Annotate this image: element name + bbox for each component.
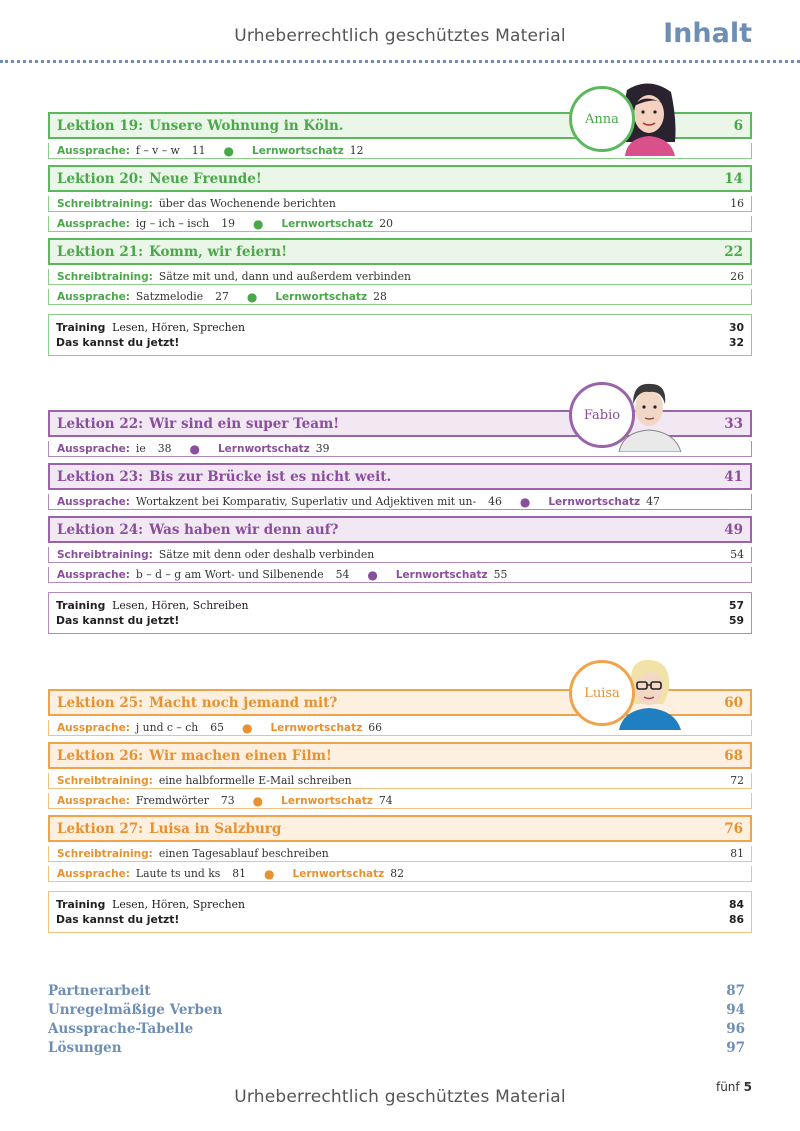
writing-row[interactable] (48, 773, 752, 789)
sub-key: Aussprache: (57, 442, 130, 455)
appendix-item[interactable] (48, 1039, 745, 1058)
training-page: 30 (728, 321, 744, 334)
watermark-bottom: Urheberrechtlich geschütztes Material (234, 1087, 566, 1107)
avatar-anna (569, 80, 689, 156)
check-label: Das kannst du jetzt! (56, 913, 180, 926)
vocab-key: Lernwortschatz (270, 721, 363, 734)
lesson-title: Unsere Wohnung in Köln. (149, 117, 344, 134)
vocab-page: 28 (373, 290, 387, 303)
character-name: Anna (569, 86, 635, 152)
sub-text: f – v – w (135, 144, 180, 157)
training-label: Training (56, 898, 106, 911)
sub-key: Aussprache: (57, 144, 130, 157)
lesson-20[interactable] (48, 165, 752, 192)
writing-row[interactable] (48, 196, 752, 212)
sub-key: Aussprache: (57, 794, 130, 807)
lesson-title: Luisa in Salzburg (149, 820, 282, 837)
appendix-item[interactable] (48, 1001, 745, 1020)
bullet-icon: ● (519, 494, 531, 509)
lesson-label: Lektion 26: (57, 747, 144, 764)
sub-text: Satzmelodie (135, 290, 204, 303)
sub-page: 65 (210, 721, 224, 734)
appendix-item[interactable] (48, 1020, 745, 1039)
sub-text: j und c – ch (135, 721, 199, 734)
sub-page: 11 (191, 144, 206, 157)
vocab-page: 39 (315, 442, 330, 455)
training-label: Training (56, 321, 106, 334)
writing-row[interactable] (48, 846, 752, 862)
training-text: Lesen, Hören, Sprechen (112, 898, 245, 911)
sub-key: Aussprache: (57, 217, 130, 230)
watermark-top: Urheberrechtlich geschütztes Material (234, 26, 566, 46)
vocab-key: Lernwortschatz (281, 217, 374, 230)
page-title: Inhalt (663, 18, 752, 49)
lesson-label: Lektion 27: (57, 820, 144, 837)
avatar-fabio (569, 376, 689, 452)
vocab-page: 66 (368, 721, 382, 734)
character-name: Fabio (569, 382, 635, 448)
pronunciation-row[interactable] (48, 494, 752, 510)
lesson-title: Wir sind ein super Team! (149, 415, 340, 432)
training-box[interactable] (48, 891, 752, 933)
check-label: Das kannst du jetzt! (56, 614, 180, 627)
appendix-item[interactable] (48, 982, 745, 1001)
lesson-label: Lektion 25: (57, 694, 144, 711)
appendix-page: 94 (726, 1002, 745, 1018)
sub-key: Aussprache: (57, 568, 130, 581)
sub-key: Aussprache: (57, 867, 130, 880)
appendix-title: Partnerarbeit (48, 983, 151, 999)
bullet-icon: ● (252, 793, 264, 808)
pronunciation-row[interactable] (48, 793, 752, 809)
bullet-icon: ● (242, 720, 253, 735)
sub-key: Schreibtraining: (57, 774, 153, 787)
lesson-label: Lektion 21: (57, 243, 144, 260)
sub-page: 81 (730, 847, 744, 860)
lesson-title: Wir machen einen Film! (149, 747, 332, 764)
lesson-page: 60 (724, 694, 743, 711)
vocab-key: Lernwortschatz (548, 495, 641, 508)
sub-page: 16 (730, 197, 744, 210)
bullet-icon: ● (246, 289, 258, 304)
character-name: Luisa (569, 660, 635, 726)
vocab-page: 12 (349, 144, 364, 157)
sub-page: 54 (730, 548, 744, 561)
lesson-page: 6 (733, 117, 743, 134)
sub-page: 19 (221, 217, 235, 230)
page-number-word: fünf (715, 1080, 740, 1094)
avatar-luisa (569, 654, 689, 730)
vocab-key: Lernwortschatz (275, 290, 368, 303)
training-box[interactable] (48, 592, 752, 634)
sub-text: Wortakzent bei Komparativ, Superlativ und Adjektiven mit un- (135, 495, 477, 508)
appendix-page: 96 (726, 1021, 745, 1037)
sub-text: Sätze mit denn oder deshalb verbinden (158, 548, 375, 561)
training-text: Lesen, Hören, Schreiben (112, 599, 249, 612)
lesson-page: 49 (724, 521, 743, 538)
vocab-key: Lernwortschatz (281, 794, 373, 807)
appendix-page: 97 (726, 1040, 745, 1056)
sub-page: 27 (215, 290, 229, 303)
lesson-label: Lektion 20: (57, 170, 144, 187)
vocab-page: 55 (493, 568, 508, 581)
vocab-page: 20 (379, 217, 393, 230)
sub-key: Aussprache: (57, 721, 130, 734)
pronunciation-row[interactable] (48, 567, 752, 583)
lesson-page: 68 (724, 747, 743, 764)
sub-page: 38 (157, 442, 172, 455)
pronunciation-row[interactable] (48, 216, 752, 232)
sub-text: b – d – g am Wort- und Silbenende (135, 568, 324, 581)
vocab-page: 47 (646, 495, 660, 508)
sub-key: Aussprache: (57, 290, 130, 303)
sub-key: Schreibtraining: (57, 197, 153, 210)
training-page: 57 (728, 599, 744, 612)
page-number-digit: 5 (743, 1080, 752, 1094)
writing-row[interactable] (48, 547, 752, 563)
lesson-page: 41 (724, 468, 743, 485)
training-page: 84 (728, 898, 744, 911)
lesson-23[interactable] (48, 463, 752, 490)
appendix-list (48, 982, 745, 1058)
lesson-label: Lektion 24: (57, 521, 144, 538)
sub-text: einen Tagesablauf beschreiben (158, 847, 329, 860)
lesson-title: Bis zur Brücke ist es nicht weit. (149, 468, 392, 485)
sub-text: ie (135, 442, 146, 455)
lesson-title: Was haben wir denn auf? (149, 521, 339, 538)
lesson-21[interactable] (48, 238, 752, 265)
lesson-title: Komm, wir feiern! (149, 243, 288, 260)
lesson-page: 22 (724, 243, 743, 260)
appendix-title: Aussprache-Tabelle (48, 1021, 194, 1037)
bullet-icon: ● (223, 143, 235, 158)
sub-text: über das Wochenende berichten (158, 197, 336, 210)
lesson-page: 76 (724, 820, 743, 837)
vocab-key: Lernwortschatz (252, 144, 344, 157)
lesson-title: Macht noch jemand mit? (149, 694, 338, 711)
sub-key: Schreibtraining: (57, 548, 153, 561)
lesson-page: 33 (724, 415, 743, 432)
check-page: 86 (728, 913, 744, 926)
check-page: 59 (728, 614, 744, 627)
sub-key: Schreibtraining: (57, 270, 153, 283)
lesson-label: Lektion 19: (57, 117, 144, 134)
check-label: Das kannst du jetzt! (56, 336, 180, 349)
pronunciation-row[interactable] (48, 866, 752, 882)
lesson-24[interactable] (48, 516, 752, 543)
vocab-key: Lernwortschatz (292, 867, 385, 880)
training-box[interactable] (48, 314, 752, 356)
check-page: 32 (728, 336, 744, 349)
sub-text: Sätze mit und, dann und außerdem verbinden (158, 270, 411, 283)
vocab-key: Lernwortschatz (217, 442, 310, 455)
sub-text: ig – ich – isch (135, 217, 210, 230)
pronunciation-row[interactable] (48, 289, 752, 305)
lesson-27[interactable] (48, 815, 752, 842)
appendix-page: 87 (726, 983, 745, 999)
training-text: Lesen, Hören, Sprechen (112, 321, 245, 334)
sub-page: 81 (232, 867, 247, 880)
bullet-icon: ● (367, 567, 378, 582)
training-label: Training (56, 599, 106, 612)
lesson-label: Lektion 22: (57, 415, 144, 432)
lesson-label: Lektion 23: (57, 468, 144, 485)
lesson-title: Neue Freunde! (149, 170, 262, 187)
lesson-page: 14 (724, 170, 743, 187)
writing-row[interactable] (48, 269, 752, 285)
sub-page: 72 (730, 774, 744, 787)
bullet-icon: ● (264, 866, 275, 881)
dotted-divider (0, 60, 800, 63)
sub-page: 54 (335, 568, 350, 581)
sub-text: Fremdwörter (135, 794, 209, 807)
sub-page: 46 (488, 495, 502, 508)
sub-text: Laute ts und ks (135, 867, 221, 880)
vocab-key: Lernwortschatz (395, 568, 488, 581)
lesson-26[interactable] (48, 742, 752, 769)
sub-key: Schreibtraining: (57, 847, 153, 860)
sub-page: 73 (220, 794, 235, 807)
appendix-title: Lösungen (48, 1040, 122, 1056)
bullet-icon: ● (189, 441, 200, 456)
bullet-icon: ● (253, 216, 264, 231)
sub-text: eine halbformelle E-Mail schreiben (158, 774, 352, 787)
appendix-title: Unregelmäßige Verben (48, 1002, 223, 1018)
vocab-page: 74 (378, 794, 393, 807)
sub-key: Aussprache: (57, 495, 130, 508)
vocab-page: 82 (390, 867, 405, 880)
sub-page: 26 (730, 270, 744, 283)
